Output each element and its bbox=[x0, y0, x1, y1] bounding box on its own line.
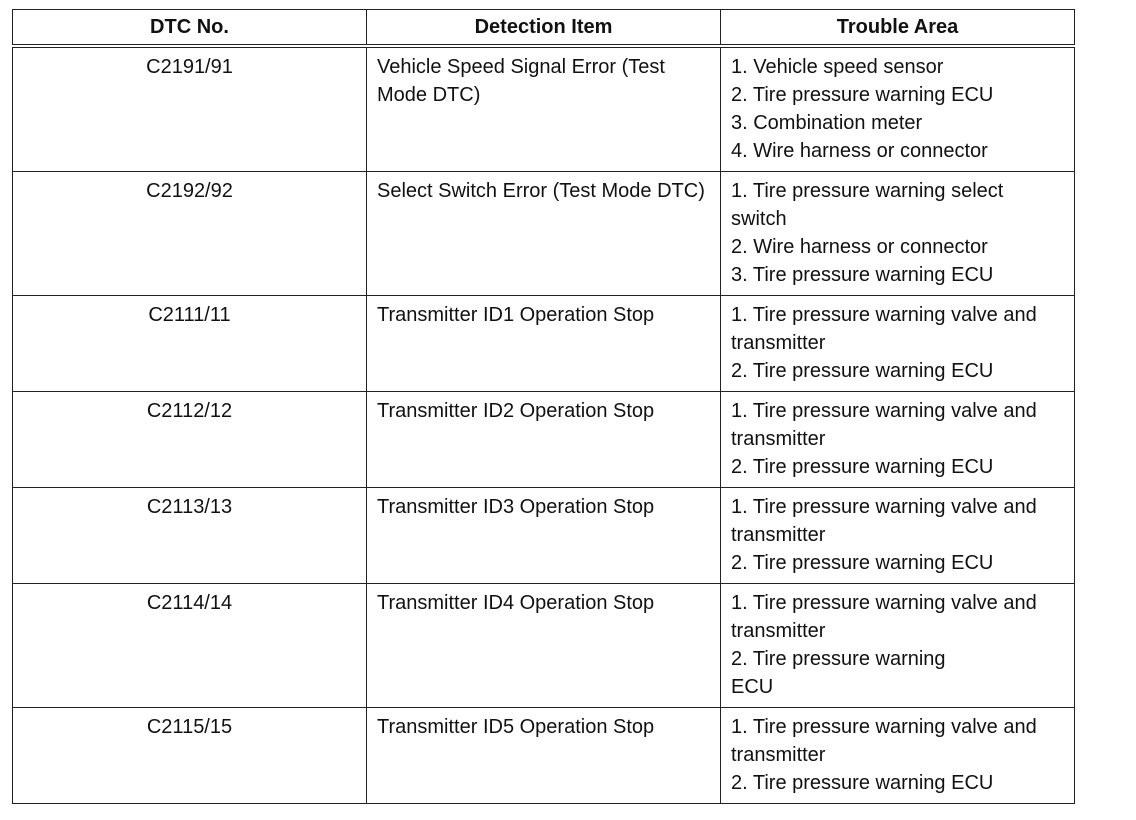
header-dtc-no: DTC No. bbox=[13, 10, 367, 47]
trouble-area-line: 1. Vehicle speed sensor bbox=[731, 56, 944, 78]
dtc-number: C2111/11 bbox=[13, 296, 367, 392]
dtc-number: C2114/14 bbox=[13, 584, 367, 708]
dtc-number: C2112/12 bbox=[13, 392, 367, 488]
trouble-area-line: 3. Tire pressure warning ECU bbox=[731, 264, 994, 286]
trouble-area bbox=[721, 488, 1075, 584]
trouble-area-line: 1. Tire pressure warning valve and transmitter bbox=[731, 496, 1037, 546]
dtc-number: C2115/15 bbox=[13, 708, 367, 804]
detection-item: Transmitter ID4 Operation Stop bbox=[367, 584, 721, 708]
trouble-area-line: 2. Tire pressure warning ECU bbox=[731, 772, 994, 794]
trouble-area-line: 2. Wire harness or connector bbox=[731, 236, 988, 258]
dtc-number: C2191/91 bbox=[13, 46, 367, 172]
dtc-number: C2113/13 bbox=[13, 488, 367, 584]
trouble-area-line: 1. Tire pressure warning select switch bbox=[731, 180, 1004, 230]
detection-item: Transmitter ID5 Operation Stop bbox=[367, 708, 721, 804]
trouble-area-line: 4. Wire harness or connector bbox=[731, 140, 988, 162]
dtc-number: C2192/92 bbox=[13, 172, 367, 296]
trouble-area bbox=[721, 172, 1075, 296]
detection-item: Transmitter ID2 Operation Stop bbox=[367, 392, 721, 488]
trouble-area-line: 2. Tire pressure warning ECU bbox=[731, 84, 994, 106]
trouble-area-line: 1. Tire pressure warning valve and transmitter bbox=[731, 304, 1037, 354]
detection-item: Transmitter ID1 Operation Stop bbox=[367, 296, 721, 392]
table-row bbox=[13, 392, 1075, 488]
table-row bbox=[13, 584, 1075, 708]
dtc-table bbox=[12, 9, 1075, 804]
trouble-area-line: 1. Tire pressure warning valve and transmitter bbox=[731, 400, 1037, 450]
table-row bbox=[13, 488, 1075, 584]
trouble-area-line: 2. Tire pressure warning bbox=[731, 648, 946, 670]
trouble-area-line: 2. Tire pressure warning ECU bbox=[731, 552, 994, 574]
detection-item: Vehicle Speed Signal Error (Test Mode DTC) bbox=[367, 46, 721, 172]
table-header-row bbox=[13, 10, 1075, 47]
trouble-area-line: 2. Tire pressure warning ECU bbox=[731, 360, 994, 382]
table-row bbox=[13, 296, 1075, 392]
trouble-area-line: 2. Tire pressure warning ECU bbox=[731, 456, 994, 478]
trouble-area-line: ECU bbox=[731, 676, 774, 698]
header-detection-item: Detection Item bbox=[367, 10, 721, 47]
detection-item: Select Switch Error (Test Mode DTC) bbox=[367, 172, 721, 296]
header-trouble-area: Trouble Area bbox=[721, 10, 1075, 47]
table-row bbox=[13, 172, 1075, 296]
table-row bbox=[13, 708, 1075, 804]
trouble-area bbox=[721, 296, 1075, 392]
trouble-area bbox=[721, 46, 1075, 172]
table-row bbox=[13, 46, 1075, 172]
trouble-area bbox=[721, 584, 1075, 708]
trouble-area-line: 1. Tire pressure warning valve and transmitter bbox=[731, 592, 1037, 642]
trouble-area bbox=[721, 392, 1075, 488]
trouble-area-line: 1. Tire pressure warning valve and transmitter bbox=[731, 716, 1037, 766]
trouble-area bbox=[721, 708, 1075, 804]
trouble-area-line: 3. Combination meter bbox=[731, 112, 923, 134]
detection-item: Transmitter ID3 Operation Stop bbox=[367, 488, 721, 584]
